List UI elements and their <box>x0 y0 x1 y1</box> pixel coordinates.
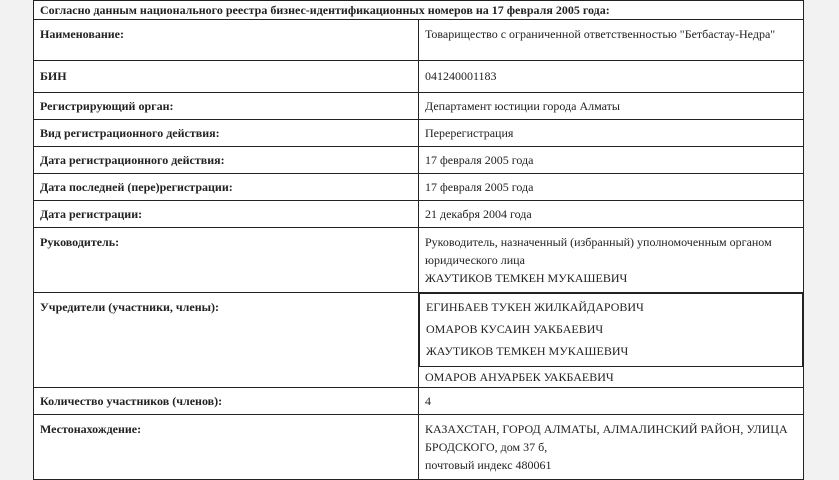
label-last-rereg-date: Дата последней (пере)регистрации: <box>34 174 419 201</box>
founder-item: ОМАРОВ КУСАИН УАКБАЕВИЧ <box>426 322 604 336</box>
value-location <box>419 415 804 480</box>
label-name: Наименование: <box>34 20 419 61</box>
founder-item: ЖАУТИКОВ ТЕМКЕН МУКАШЕВИЧ <box>426 344 629 358</box>
founder-item: ЕГИНБАЕВ ТУКЕН ЖИЛКАЙДАРОВИЧ <box>426 300 644 314</box>
value-bin: 041240001183 <box>419 61 804 93</box>
label-location: Местонахождение: <box>34 415 419 480</box>
row-last-rereg-date <box>34 174 804 201</box>
value-head <box>419 228 804 293</box>
head-name: ЖАУТИКОВ ТЕМКЕН МУКАШЕВИЧ <box>425 271 628 285</box>
row-founders <box>34 293 804 388</box>
value-members-count: 4 <box>419 388 804 415</box>
row-bin <box>34 61 804 93</box>
value-name: Товарищество с ограниченной ответственностью "Бетбастау-Недра" <box>419 20 804 61</box>
row-location <box>34 415 804 480</box>
registry-header: Согласно данным национального реестра бизнес-идентификационных номеров на 17 февраля 2005 года: <box>34 1 804 20</box>
row-reg-body <box>34 93 804 120</box>
label-reg-action-date: Дата регистрационного действия: <box>34 147 419 174</box>
label-reg-body: Регистрирующий орган: <box>34 93 419 120</box>
value-reg-body: Департамент юстиции города Алматы <box>419 93 804 120</box>
founders-box <box>419 293 803 367</box>
value-reg-date: 21 декабря 2004 года <box>419 201 804 228</box>
row-reg-action-type <box>34 120 804 147</box>
founder-item: ОМАРОВ АНУАРБЕК УАКБАЕВИЧ <box>425 370 614 384</box>
label-founders: Учредители (участники, члены): <box>34 293 419 388</box>
label-bin: БИН <box>34 61 419 93</box>
value-reg-action-type: Перерегистрация <box>419 120 804 147</box>
row-reg-action-date <box>34 147 804 174</box>
label-head: Руководитель: <box>34 228 419 293</box>
row-name <box>34 20 804 61</box>
registry-table <box>33 0 804 480</box>
label-members-count: Количество участников (членов): <box>34 388 419 415</box>
value-founders <box>419 293 804 388</box>
head-role: Руководитель, назначенный (избранный) уполномоченным органом юридического лица <box>425 235 772 267</box>
location-line1: КАЗАХСТАН, ГОРОД АЛМАТЫ, АЛМАЛИНСКИЙ РАЙОН, УЛИЦА БРОДСКОГО, дом 37 б, <box>425 422 788 454</box>
label-reg-date: Дата регистрации: <box>34 201 419 228</box>
location-line2: почтовый индекс 480061 <box>425 458 552 472</box>
row-members-count <box>34 388 804 415</box>
row-reg-date <box>34 201 804 228</box>
value-last-rereg-date: 17 февраля 2005 года <box>419 174 804 201</box>
registry-record <box>33 0 804 480</box>
row-head <box>34 228 804 293</box>
label-reg-action-type: Вид регистрационного действия: <box>34 120 419 147</box>
value-reg-action-date: 17 февраля 2005 года <box>419 147 804 174</box>
